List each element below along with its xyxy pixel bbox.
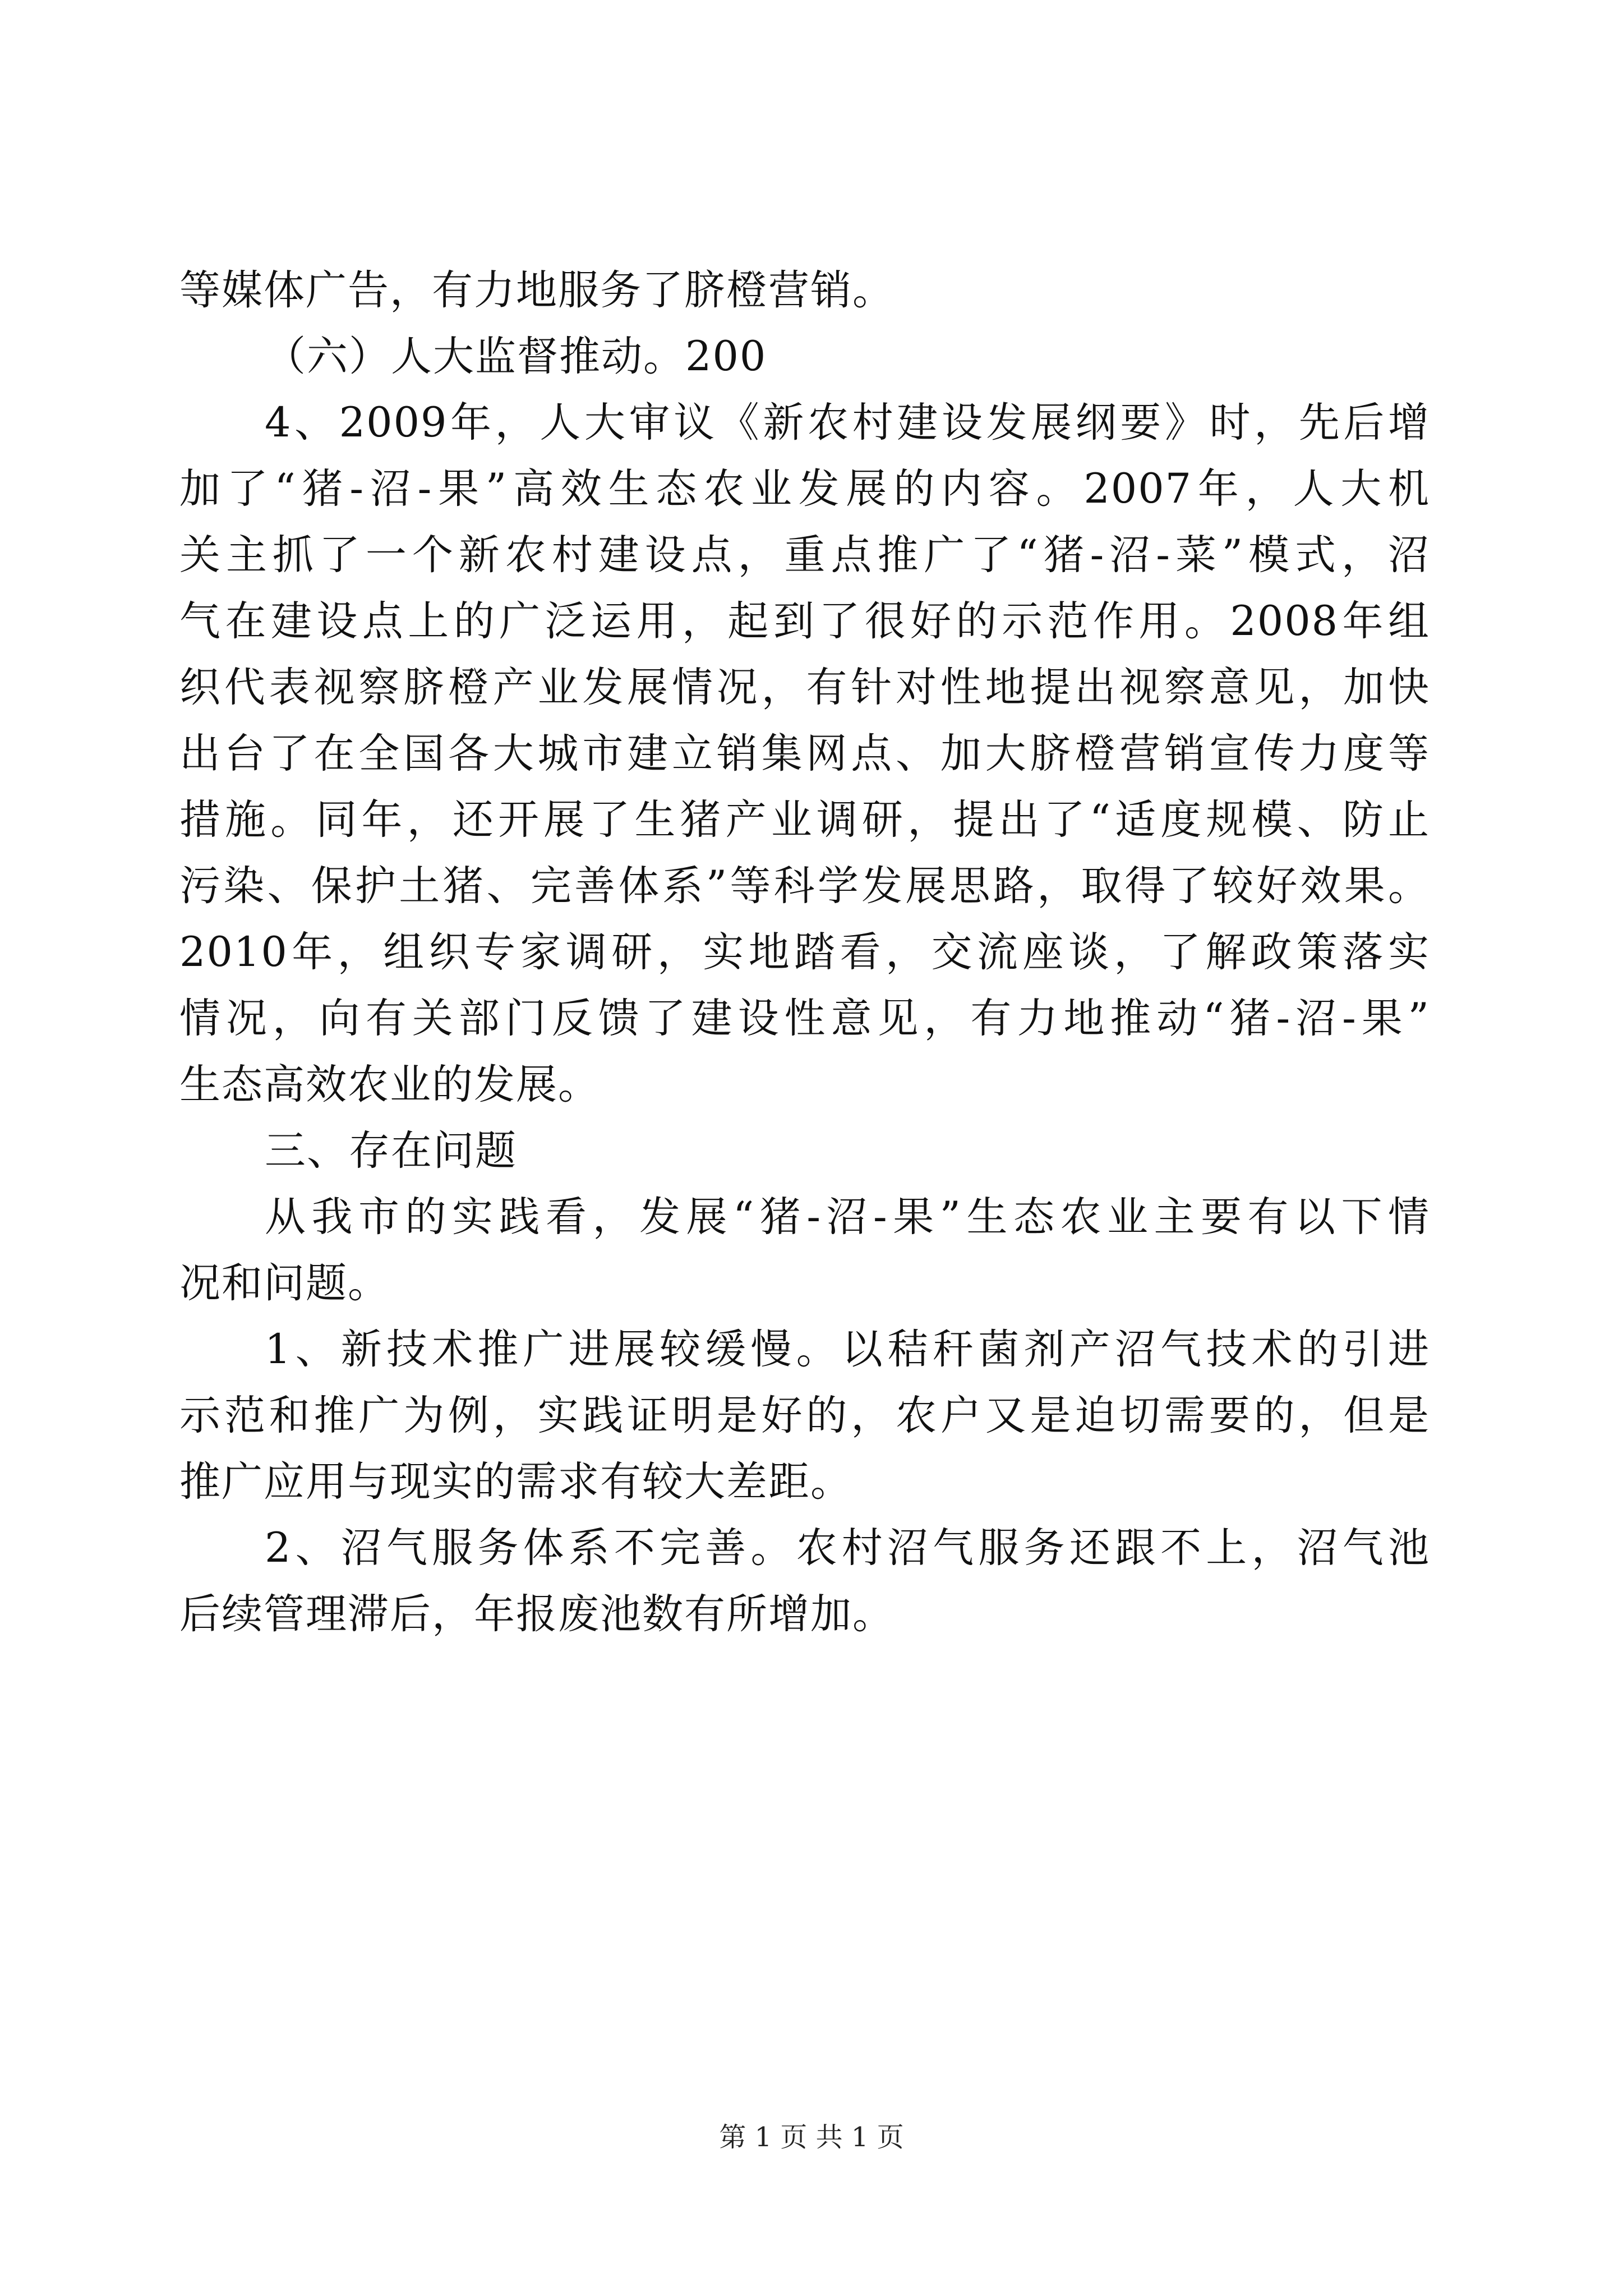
text-line-3: 4、2009年，人大审议《新农村建设发展纲要》时，先后增	[265, 399, 1430, 447]
text-line-16: 况和问题。	[179, 1259, 390, 1307]
text-line-10: 污染、保护土猪、完善体系”等科学发展思路，取得了较好效果。	[179, 862, 1430, 910]
document-body	[179, 264, 1430, 1654]
text-line-9: 措施。同年，还开展了生猪产业调研，提出了“适度规模、防止	[179, 796, 1430, 844]
text-line-15: 从我市的实践看，发展“猪-沼-果”生态农业主要有以下情	[265, 1193, 1430, 1241]
text-line-7: 织代表视察脐橙产业发展情况，有针对性地提出视察意见，加快	[179, 664, 1430, 711]
text-line-6: 气在建设点上的广泛运用，起到了很好的示范作用。2008年组	[179, 597, 1430, 645]
text-line-4: 加了“猪-沼-果”高效生态农业发展的内容。2007年，人大机	[179, 465, 1430, 513]
text-line-13: 生态高效农业的发展。	[179, 1061, 600, 1108]
text-line-11: 2010年，组织专家调研，实地踏看，交流座谈，了解政策落实	[179, 928, 1430, 976]
page-footer: 第 1 页 共 1 页	[719, 2122, 904, 2153]
text-line-18: 示范和推广为例，实践证明是好的，农户又是迫切需要的，但是	[179, 1392, 1430, 1439]
text-line-5: 关主抓了一个新农村建设点，重点推广了“猪-沼-菜”模式，沼	[179, 531, 1430, 579]
section-heading-6: （六）人大监督推动。200	[265, 333, 767, 380]
text-line-17: 1、新技术推广进展较缓慢。以秸秆菌剂产沼气技术的引进	[265, 1326, 1430, 1373]
text-line-1: 等媒体广告，有力地服务了脐橙营销。	[179, 266, 895, 314]
text-line-12: 情况，向有关部门反馈了建设性意见，有力地推动“猪-沼-果”	[179, 995, 1430, 1042]
section-heading-3: 三、存在问题	[265, 1127, 517, 1175]
text-line-8: 出台了在全国各大城市建立销集网点、加大脐橙营销宣传力度等	[179, 730, 1430, 777]
text-line-20: 2、沼气服务体系不完善。农村沼气服务还跟不上，沼气池	[265, 1524, 1430, 1572]
text-line-21: 后续管理滞后，年报废池数有所增加。	[179, 1590, 895, 1638]
text-line-19: 推广应用与现实的需求有较大差距。	[179, 1458, 852, 1506]
